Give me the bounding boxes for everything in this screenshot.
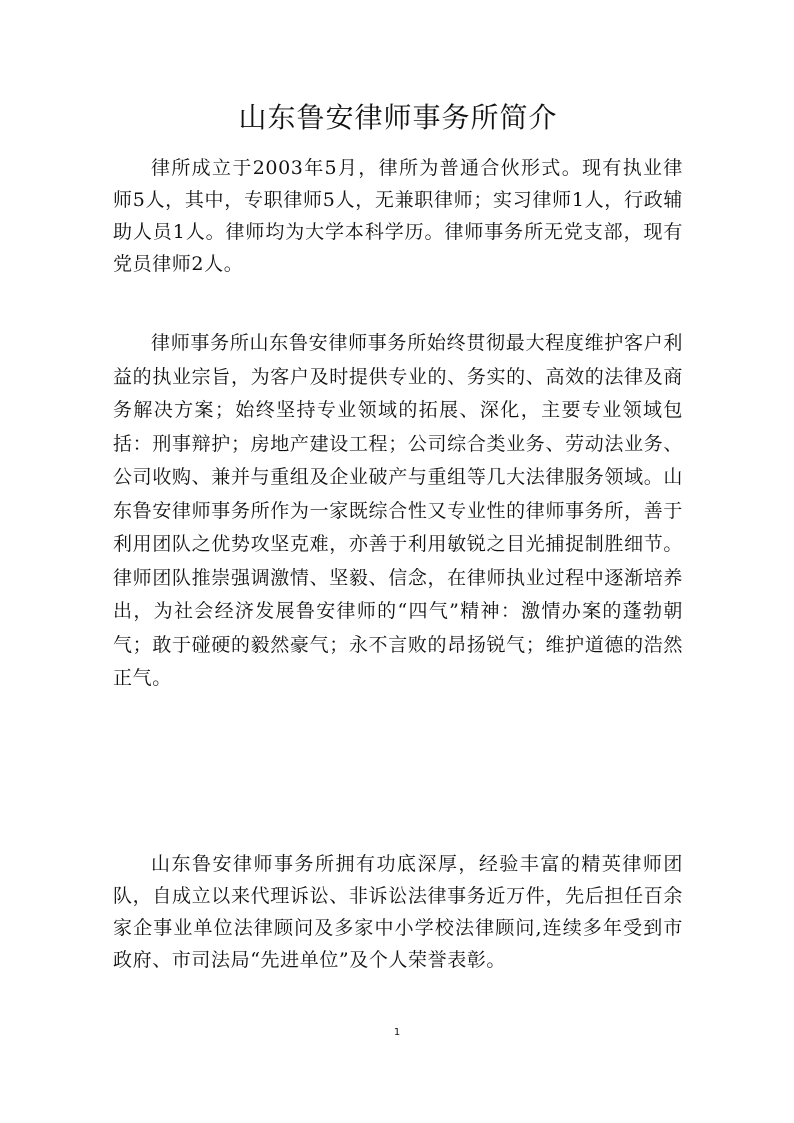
document-title: 山东鲁安律师事务所简介 xyxy=(238,101,558,134)
page-number: 1 xyxy=(393,1027,401,1038)
paragraph-practice-areas: 律师事务所山东鲁安律师事务所始终贯彻最大程度维护客户利益的执业宗旨，为客户及时提供专业的、务实的、高效的法律及商务解决方案；始终坚持专业领域的拓展、深化，主要专业领域包括：刑事辩护；房地产建设工程；公司综合类业务、劳动法业务、公司收购、兼并与重组及企业破产与重组等几大法律服务领域。山东鲁安律师事务所作为一家既综合性又专业性的律师事务所，善于利用团队之优势攻坚克难，亦善于利用敏锐之目光捕捉制胜细节。律师团队推崇强调激情、坚毅、信念，在律师执业过程中逐渐培养出，为社会经济发展鲁安律师的“四气”精神：激情办案的蓬勃朝气；敢于碰硬的毅然豪气；永不言败的昂扬锐气；维护道德的浩然正气。 xyxy=(113,332,683,689)
paragraph-founding: 律所成立于2003年5月，律所为普通合伙形式。现有执业律师5人，其中，专职律师5人，无兼职律师；实习律师1人，行政辅助人员1人。律师均为大学本科学历。律师事务所无党支部，现有党员律师2人。 xyxy=(113,157,683,275)
paragraph-team-honors: 山东鲁安律师事务所拥有功底深厚，经验丰富的精英律师团队，自成立以来代理诉讼、非诉讼法律事务近万件，先后担任百余家企事业单位法律顾问及多家中小学校法律顾问,连续多年受到市政府、市司法局“先进单位”及个人荣誉表彰。 xyxy=(113,853,683,971)
